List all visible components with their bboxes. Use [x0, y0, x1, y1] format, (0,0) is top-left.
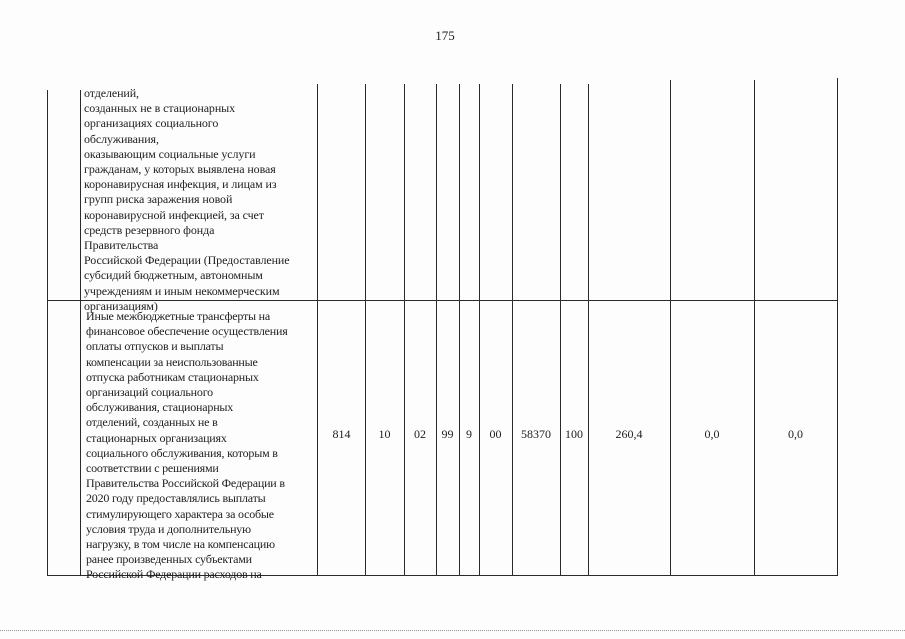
cell-subprogram: 9: [466, 427, 472, 441]
cell-expense-direction: 58370: [521, 427, 551, 441]
cell-section: 10: [378, 427, 391, 441]
column-divider: [479, 84, 480, 575]
column-divider: [670, 80, 671, 575]
column-divider: [404, 84, 405, 575]
cell-ministry-code: 814: [332, 427, 351, 441]
cell-main-event: 00: [489, 427, 502, 441]
column-divider: [459, 84, 460, 575]
column-divider: [754, 80, 755, 575]
cell-program: 99: [441, 427, 454, 441]
cell-amount-2021: 0,0: [704, 427, 720, 441]
column-divider: [80, 90, 81, 575]
cell-expense-type: 100: [565, 427, 583, 441]
page-number: 175: [435, 28, 455, 43]
column-divider: [588, 84, 589, 575]
table-cell-description: Иные межбюджетные трансферты на финансовое обеспечение осуществления оплаты отпусков и выплаты компенсации за неиспользованные отпуска работникам стационарных организаций социального обслуживания, стационарных отделений, созданных не в стационарных организациях социального обслуживания, которым в соответствии с решениями Правительства Российской Федерации в 2020 году предоставлялись выплаты стимулирующего характера за особые условия труда и дополнительную нагрузку, в том числе на компенсацию ранее произведенных субъектами Российской Федерации расходов на: [86, 309, 288, 582]
cell-amount-2022: 0,0: [788, 427, 803, 441]
table-border-right: [837, 78, 838, 575]
column-divider: [512, 84, 513, 575]
table-border-left: [47, 90, 48, 575]
column-divider: [365, 84, 366, 575]
scan-edge-artifact: [0, 630, 905, 633]
column-divider: [317, 84, 318, 575]
cell-subsection: 02: [414, 427, 426, 441]
table-cell-description: отделений, созданных не в стационарных организациях социального обслуживания, оказывающим социальные услуги гражданам, у которых выявлена новая коронавирусная инфекция, и лицам из групп риска заражения новой коронавирусной инфекцией, за счет средств резервного фонда Правительства Российской Федерации (Предоставление субсидий бюджетным, автономным учреждениям и иным некоммерческим организациям): [84, 86, 290, 313]
column-divider: [560, 84, 561, 575]
cell-amount-2020: 260,4: [615, 427, 643, 441]
column-divider: [436, 84, 437, 575]
